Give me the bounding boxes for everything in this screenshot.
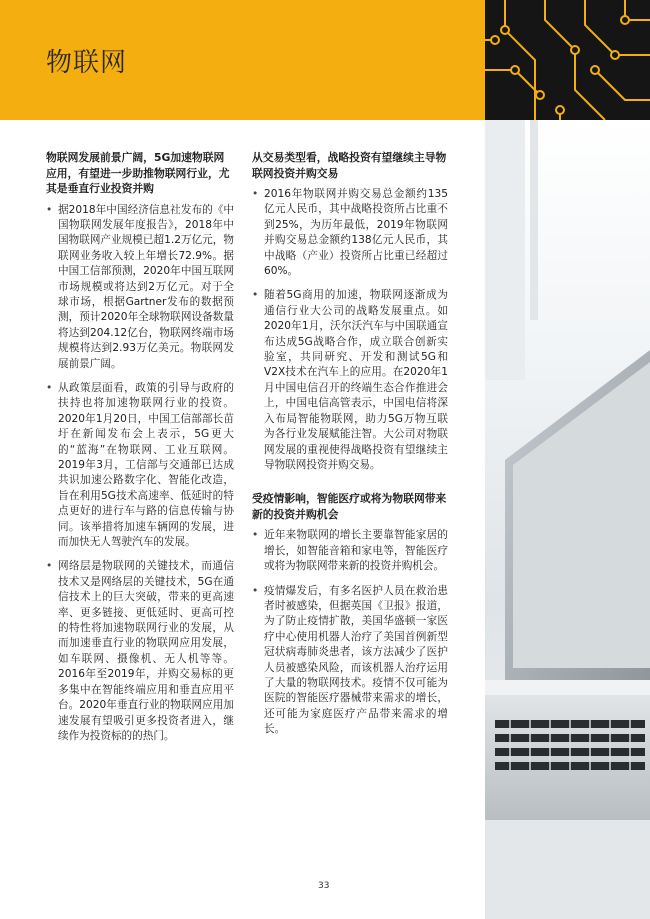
right-section-heading-1: 从交易类型看，战略投资有望继续主导物联网投资并购交易 [252, 151, 447, 180]
bullet-icon: • [252, 529, 259, 542]
list-item: • 近年来物联网的增长主要靠智能家居的增长，如智能音箱和家电等，智能医疗或将为物联网带来新的投资并购机会。 [252, 529, 448, 573]
left-section-heading: 物联网发展前景广阔，5G加速物联网应用，有望进一步助推物联网行业，尤其是垂直行业投资并购 [46, 151, 230, 195]
right-bullet-list-2 [252, 528, 448, 737]
bullet-icon: • [252, 188, 259, 200]
right-column [252, 150, 448, 747]
list-item: • 疫情爆发后，有多名医护人员在救治患者时被感染，但据英国《卫报》报道，为了防止疫情扩散，美国华盛顿一家医疗中心使用机器人治疗了美国首例新型冠状病毒肺炎患者，该方法减少了医护人员被感染风险，而该机器人治疗运用了大量的物联网技术。疫情不仅可能为医院的智能医疗器械带来需求的增长，还可能为家庭医疗产品带来需求的增长。 [252, 584, 448, 736]
bullet-icon: • [46, 381, 53, 394]
left-column [46, 150, 234, 753]
page-number: 33 [318, 881, 330, 891]
circuit-board-image [485, 0, 650, 120]
right-bullet-list-1 [252, 187, 448, 473]
list-item: • 从政策层面看，政策的引导与政府的扶持也将加速物联网行业的投资。2020年1月20日，中国工信部部长苗圩在新闻发布会上表示，5G更大的“蓝海”在物联网、工业互联网。2019年3月，工信部与交通部已达成共识加速公路数字化、智能化改造，旨在利用5G技术高速率、低延时的特点更好的进行车与路的信息传输与协同。该举措将加速车辆网的发展，进而加快无人驾驶汽车的发展。 [46, 381, 234, 549]
list-item: • 2016年物联网并购交易总金额约135亿元人民币，其中战略投资所占比重不到25%，为历年最低，2019年物联网并购交易总金额约138亿元人民币，其中战略（产业）投资所占比重已经超过60%。 [252, 188, 448, 278]
left-bullet-list [46, 203, 234, 745]
bullet-icon: • [252, 289, 259, 302]
right-section-heading-2: 受疫情影响，智能医疗或将为物联网带来新的投资并购机会 [252, 492, 447, 521]
bullet-icon: • [46, 560, 53, 573]
list-item: • 据2018年中国经济信息社发布的《中国物联网发展年度报告》，2018年中国物联网产业规模已超1.2万亿元，物联网业务收入较上年增长72.9%。据中国工信部预测，2020年中国互联网市场规模或将达到2万亿元。对于全球市场，根据Gartner发布的数据预测，预计2020年全球物联网设备数量将达到204.12亿台，物联网终端市场规模将达到2.93万亿美元。物联网发展前景广阔。 [46, 203, 234, 370]
title-banner [0, 0, 485, 120]
bullet-icon: • [252, 584, 259, 597]
page-title: 物联网 [46, 48, 128, 78]
list-item: • 随着5G商用的加速，物联网逐渐成为通信行业大公司的战略发展重点。如2020年1月，沃尔沃汽车与中国联通宣布达成5G战略合作，成立联合创新实验室，共同研究、开发和测试5G和V2X技术在汽车上的应用。在2020年1月中国电信召开的终端生态合作推进会上，中国电信高管表示，中国电信将深入布局智能物联网，助力5G万物互联为各行业发展赋能注智。大公司对物联网发展的重视使得战略投资有望继续主导物联网投资并购交易。 [252, 289, 448, 471]
list-item: • 网络层是物联网的关键技术，而通信技术又是网络层的关键技术，5G在通信技术上的巨大突破，带来的更高速率、更多链接、更低延时、更高可控的特性将加速物联网行业的发展，从而加速垂直行业的物联网应用发展，如车联网、摄像机、无人机等等。2016年至2019年，并购交易标的更多集中在智能终端应用和垂直应用平台。2020年垂直行业的物联网应用加速发展有望吸引更多投资者进入，继续作为投资标的的热门。 [46, 560, 234, 742]
laptop-photo [485, 120, 650, 919]
bullet-icon: • [46, 203, 53, 216]
